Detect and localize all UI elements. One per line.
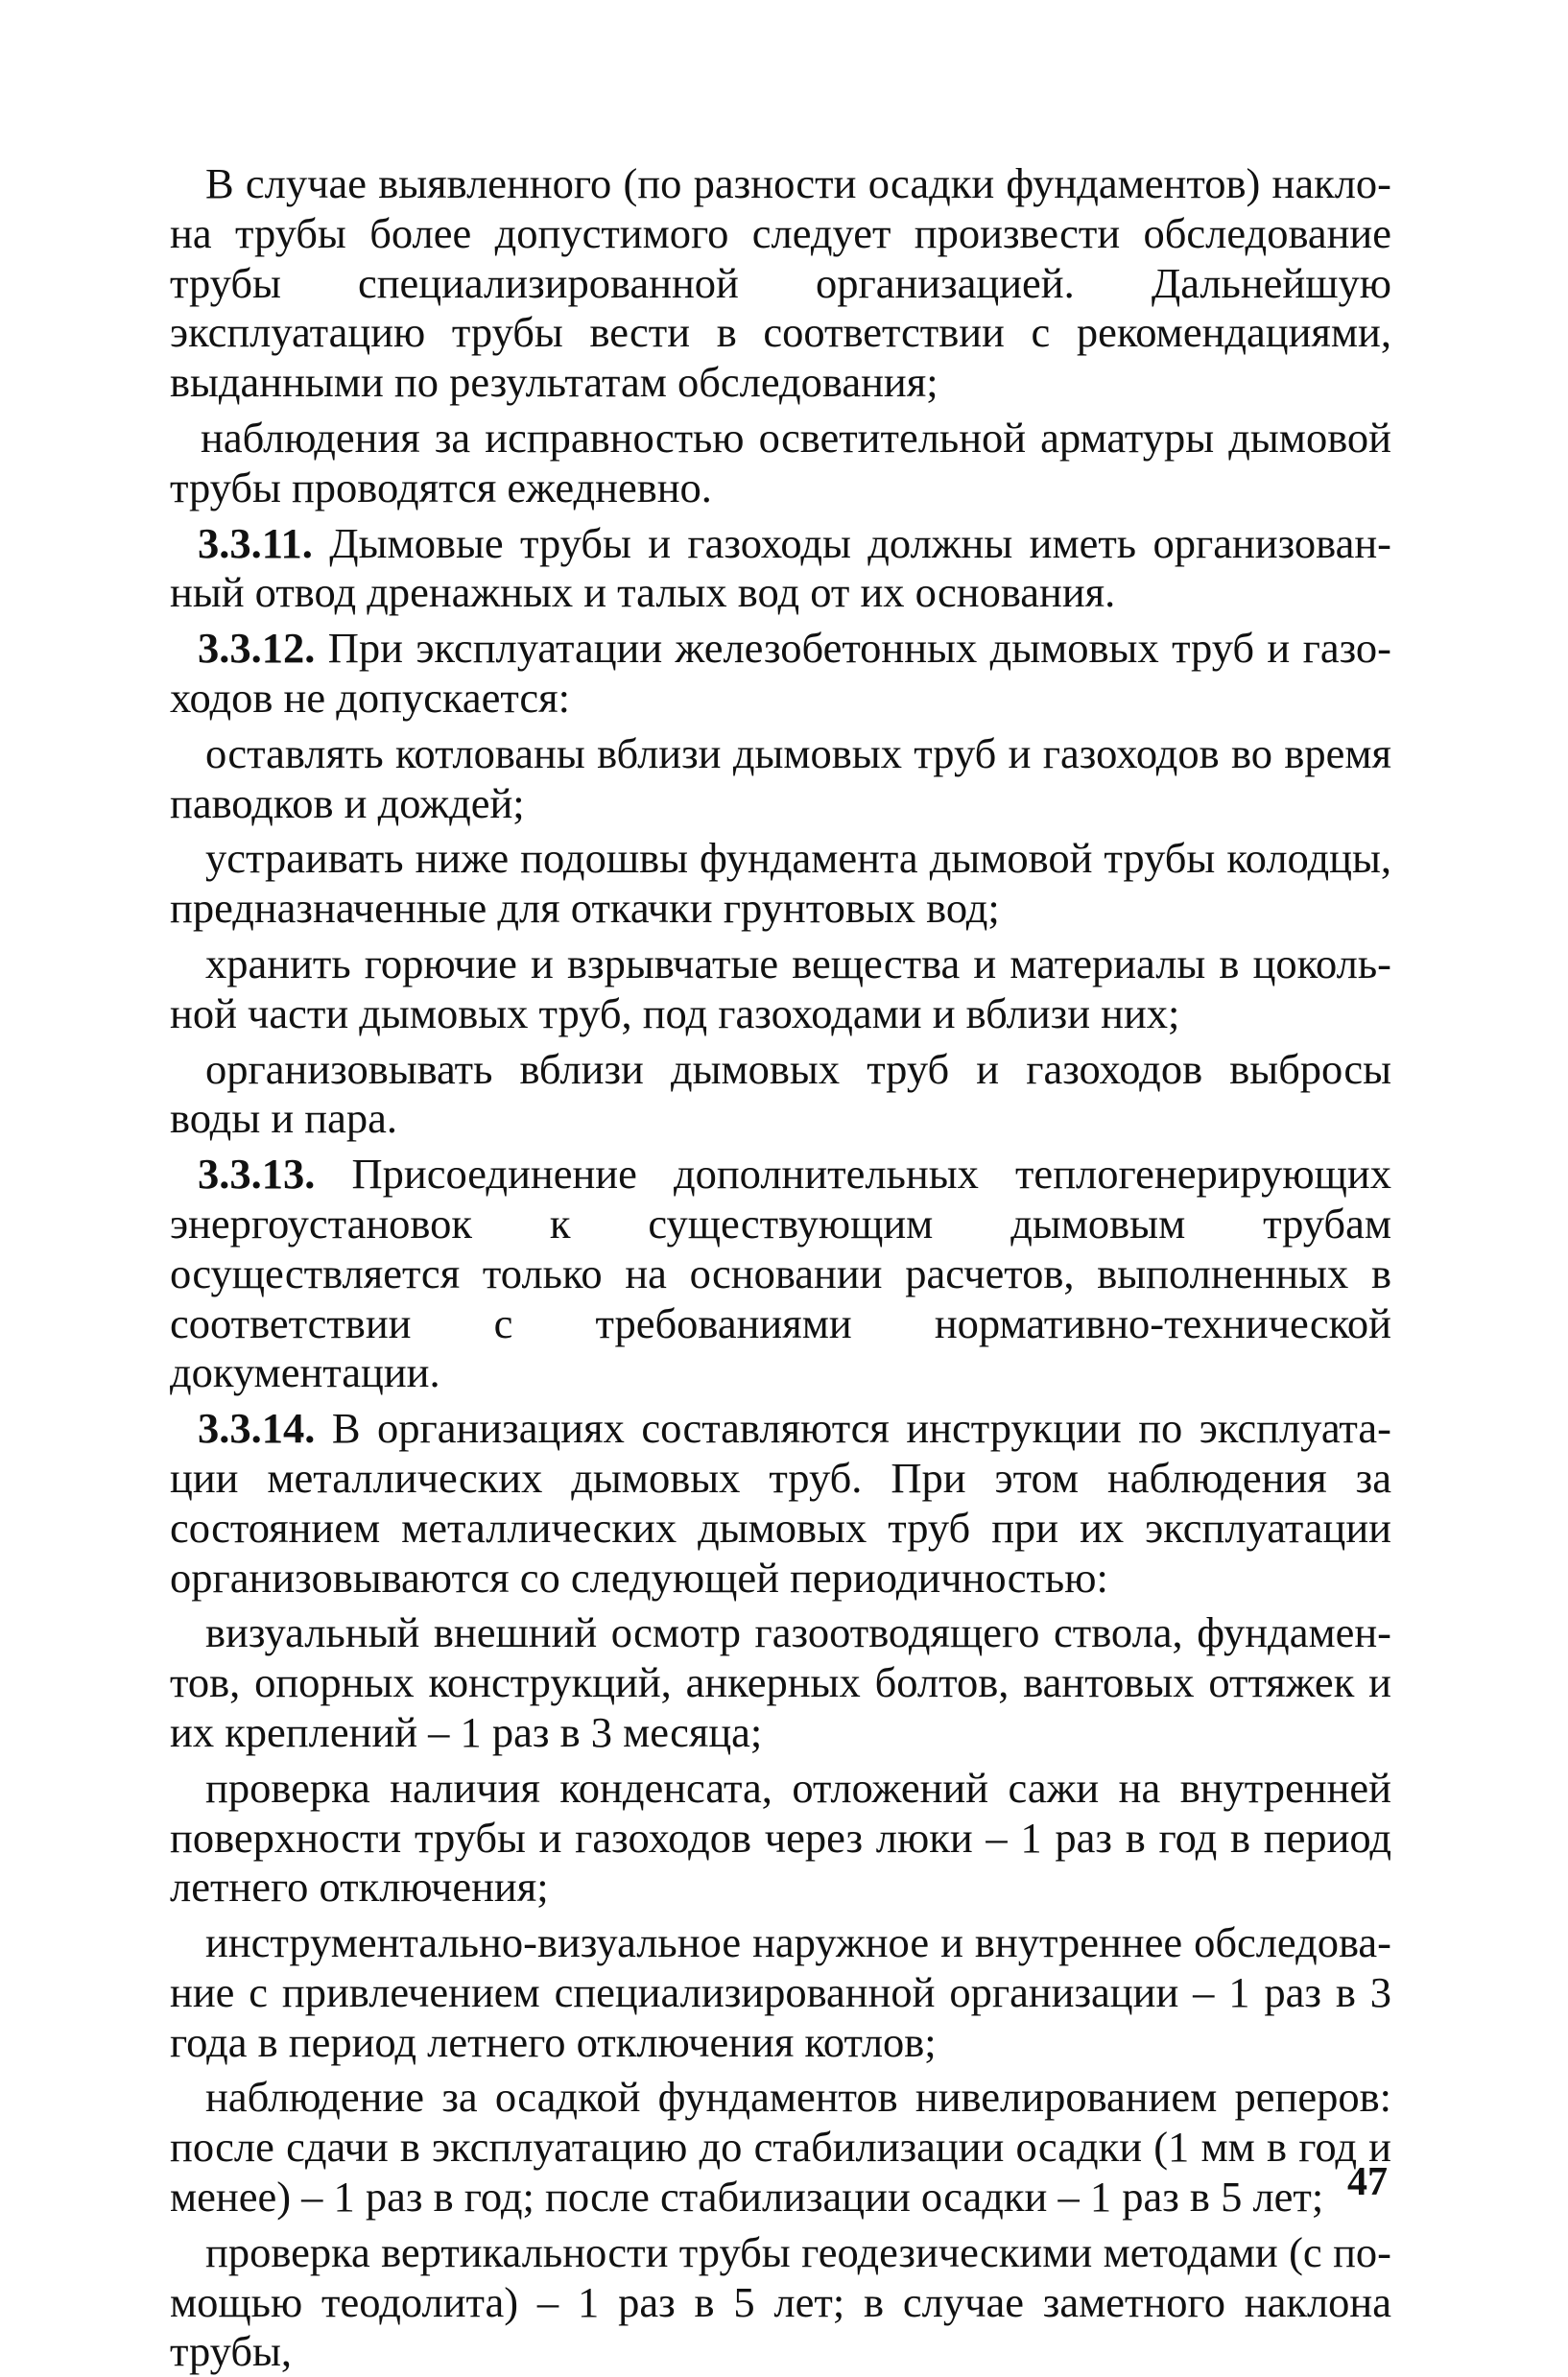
- list-item: [170, 1918, 1391, 2067]
- paragraph-inclination-survey: [170, 159, 1391, 408]
- list-item-text: хранить горючие и взрывчатые вещества и материалы в цокольной части дымовых труб, под газоходами и вблизи них;: [170, 939, 1391, 1037]
- clause-text: В организациях составляются инструкции по эксплуатации металлических дымовых труб. При этом наблюдения за состоянием металлических дымовых труб при их эксплуатации организовываются со следующей периодичностью:: [170, 1404, 1391, 1602]
- paragraph-lighting-check: [170, 414, 1391, 513]
- list-item-text: инструментально-визуальное наружное и внутреннее обследование с привлечением специализированной организации – 1 раз в 3 года в период летнего отключения котлов;: [170, 1918, 1391, 2066]
- clause-number: 3.3.14.: [198, 1404, 316, 1453]
- list-item-text: наблюдение за осадкой фундаментов нивелированием реперов: после сдачи в эксплуатацию до стабилизации осадки (1 мм в год и менее) – 1 раз в год; после стабилизации осадки – 1 раз в 5 лет;: [170, 2073, 1391, 2222]
- list-item: [170, 2228, 1391, 2377]
- list-item-text: визуальный внешний осмотр газоотводящего ствола, фундаментов, опорных конструкций, анкерных болтов, вантовых оттяжек и их креплений – 1 раз в 3 месяца;: [170, 1608, 1391, 1756]
- clause-3-3-12: [170, 624, 1391, 724]
- clause-text: Дымовые трубы и газоходы должны иметь организованный отвод дренажных и талых вод от их основания.: [170, 518, 1391, 617]
- list-item: [170, 1764, 1391, 1913]
- body-text: [170, 159, 1391, 2377]
- page-number: 47: [1347, 2160, 1388, 2204]
- list-item: [170, 1608, 1391, 1757]
- clause-number: 3.3.11.: [198, 518, 313, 567]
- clause-text: При эксплуатации железобетонных дымовых труб и газоходов не допускается:: [170, 624, 1391, 722]
- list-item: [170, 939, 1391, 1039]
- list-item-text: оставлять котлованы вблизи дымовых труб и газоходов во время паводков и дождей;: [170, 728, 1391, 827]
- clause-number: 3.3.13.: [198, 1150, 316, 1199]
- clause-text: Присоединение дополнительных теплогенерирующих энергоустановок к существующим дымовым трубам осуществляется только на основании расчетов, выполненных в соответствии с требованиями нормативно-технической документации.: [170, 1150, 1391, 1397]
- list-item: [170, 1045, 1391, 1145]
- list-item: [170, 2073, 1391, 2222]
- list-item: [170, 729, 1391, 829]
- paragraph-text: В случае выявленного (по разности осадки фундаментов) наклона трубы более допустимого следует произвести обследование трубы специализированной организацией. Дальнейшую эксплуатацию трубы вести в соответствии с рекомендациями, выданными по результатам обследования;: [170, 159, 1391, 407]
- list-item-text: проверка наличия конденсата, отложений сажи на внутренней поверхности трубы и газоходов через люки – 1 раз в год в период летнего отключения;: [170, 1763, 1391, 1912]
- clause-3-3-11: [170, 519, 1391, 619]
- clause-3-3-13: [170, 1150, 1391, 1398]
- paragraph-text: наблюдения за исправностью осветительной арматуры дымовой трубы проводятся ежедневно.: [170, 413, 1391, 511]
- list-item-text: устраивать ниже подошвы фундамента дымовой трубы колодцы, предназначенные для откачки грунтовых вод;: [170, 834, 1391, 933]
- clause-3-3-14: [170, 1404, 1391, 1603]
- list-item: [170, 834, 1391, 934]
- clause-number: 3.3.12.: [198, 624, 316, 673]
- list-item-text: проверка вертикальности трубы геодезическими методами (с помощью теодолита) – 1 раз в 5 лет; в случае заметного наклона трубы,: [170, 2227, 1391, 2376]
- list-item-text: организовывать вблизи дымовых труб и газоходов выбросы воды и пара.: [170, 1044, 1391, 1143]
